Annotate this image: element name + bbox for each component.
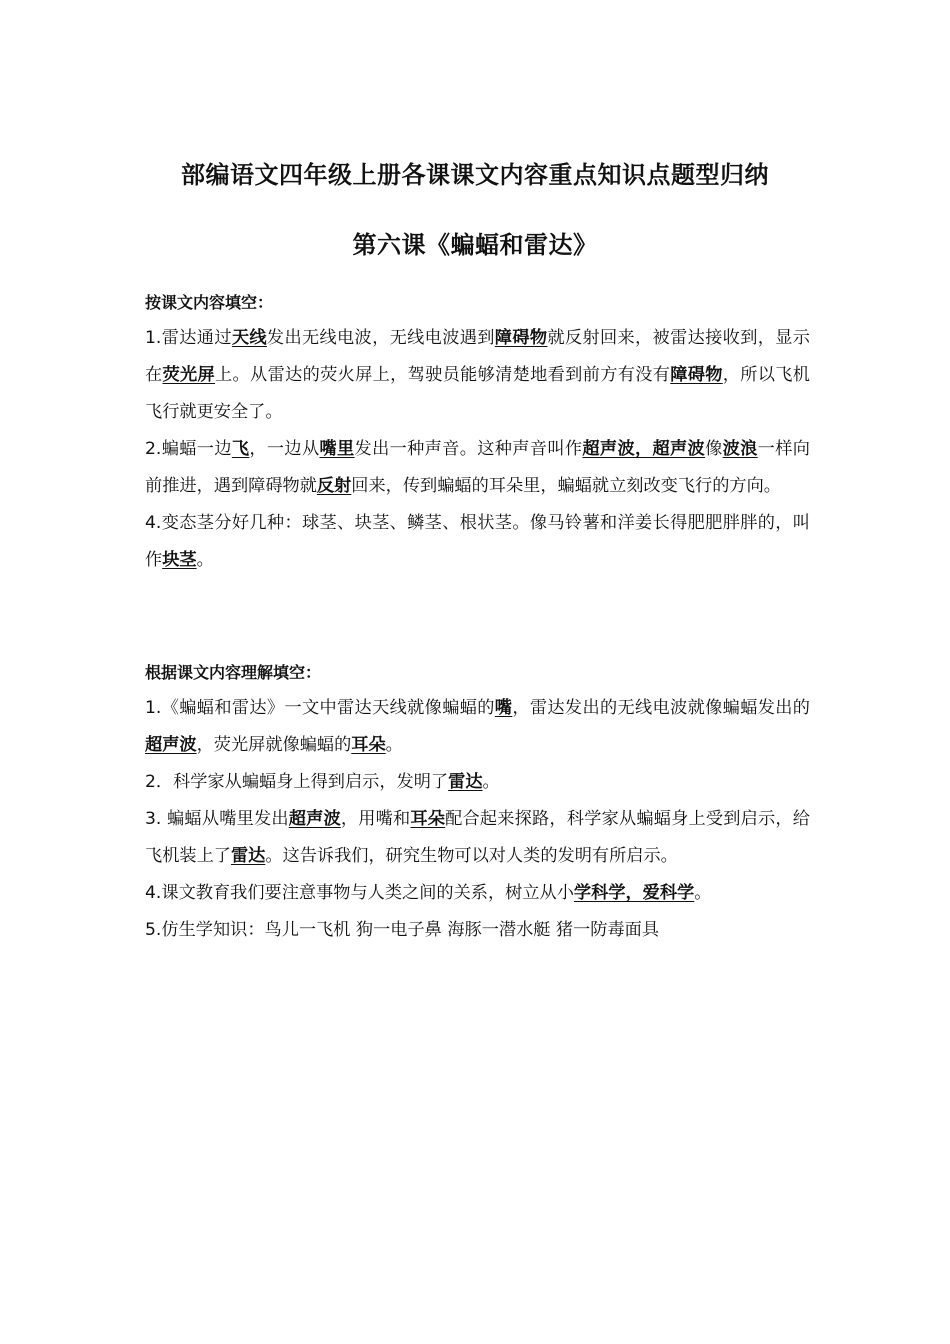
item-text: 。 [694, 883, 712, 903]
answer-keyword: 块茎 [162, 550, 197, 570]
item-text: 4.课文教育我们要注意事物与人类之间的关系，树立从小 [145, 883, 574, 903]
item-text: 发出无线电波，无线电波遇到 [266, 328, 495, 348]
item-text: 2.蝙蝠一边 [145, 439, 232, 459]
item-text: 发出一种声音。这种声音叫作 [354, 439, 583, 459]
item-text: 1.雷达通过 [145, 328, 232, 348]
list-item [145, 431, 810, 505]
item-text: 一样向前推进，遇到障碍物就 [145, 439, 810, 496]
item-text: 2．科学家从蝙蝠身上得到启示，发明了 [145, 772, 449, 792]
item-text: ，雷达发出的无线电波就像蝙蝠发出的 [512, 698, 810, 718]
item-text: ，一边从 [249, 439, 320, 459]
item-list [145, 320, 810, 579]
item-text: 3. 蝙蝠从嘴里发出 [145, 809, 289, 829]
item-text: 配合起来探路，科学家从蝙蝠身上受到启示，给飞机装上了 [145, 809, 810, 866]
answer-keyword: 超声波 [145, 735, 197, 755]
section-heading: 按课文内容填空： [145, 293, 274, 312]
item-text: 5.仿生学知识：鸟儿一飞机 狗一电子鼻 海豚一潜水艇 猪一防毒面具 [145, 920, 660, 940]
answer-keyword: 耳朵 [410, 809, 446, 829]
lesson-title: 第六课《蝙蝠和雷达》 [352, 231, 598, 259]
item-list [145, 690, 810, 949]
answer-keyword: 波浪 [722, 439, 758, 459]
item-text: 。这告诉我们，研究生物可以对人类的发明有所启示。 [265, 846, 678, 866]
item-text: 1.《蝙蝠和雷达》一文中雷达天线就像蝙蝠的 [145, 698, 495, 718]
answer-keyword: 飞 [231, 439, 250, 459]
item-text: 。 [196, 550, 214, 570]
answer-keyword: 超声波 [288, 809, 341, 829]
answer-keyword: 学科学，爱科学 [573, 883, 695, 903]
answer-keyword: 超声波 [652, 439, 706, 459]
item-text: 4.变态茎分好几种：球茎、块茎、鳞茎、根状茎。像马铃薯和洋姜长得肥肥胖胖的，叫作 [145, 513, 810, 570]
comprehension-section [145, 662, 810, 949]
answer-keyword: 障碍物 [494, 328, 548, 348]
item-text: ，用嘴和 [340, 809, 411, 829]
list-item [145, 690, 810, 764]
list-item [145, 764, 810, 801]
item-text: ，所以飞机飞行就更安全了。 [145, 365, 810, 422]
fill-in-section [145, 292, 810, 579]
answer-keyword: 嘴 [494, 698, 513, 718]
answer-keyword: 荧光屏 [162, 365, 216, 385]
list-item [145, 505, 810, 579]
item-text: 。 [482, 772, 500, 792]
answer-keyword: 雷达 [230, 846, 266, 866]
list-item [145, 801, 810, 875]
answer-keyword: 障碍物 [670, 365, 723, 385]
item-text: ，荧光屏就像蝙蝠的 [196, 735, 352, 755]
answer-keyword: 嘴里 [319, 439, 355, 459]
item-text: 像 [705, 439, 723, 459]
list-item [145, 912, 810, 949]
answer-keyword: 反射 [316, 476, 352, 496]
answer-keyword: 耳朵 [351, 735, 386, 755]
answer-keyword: 雷达 [448, 772, 483, 792]
document-title: 部编语文四年级上册各课课文内容重点知识点题型归纳 [181, 161, 769, 189]
section-heading: 根据课文内容理解填空： [145, 663, 322, 682]
list-item [145, 320, 810, 431]
answer-keyword: 超声波 [582, 439, 635, 459]
answer-keyword: ， [634, 439, 653, 459]
item-text: 上。从雷达的荧火屏上，驾驶员能够清楚地看到前方有没有 [215, 365, 671, 385]
item-text: 就反射回来，被雷达接收到，显示在 [145, 328, 810, 385]
answer-keyword: 天线 [231, 328, 267, 348]
item-text: 回来，传到蝙蝠的耳朵里，蝙蝠就立刻改变飞行的方向。 [351, 476, 781, 496]
list-item [145, 875, 810, 912]
item-text: 。 [385, 735, 403, 755]
